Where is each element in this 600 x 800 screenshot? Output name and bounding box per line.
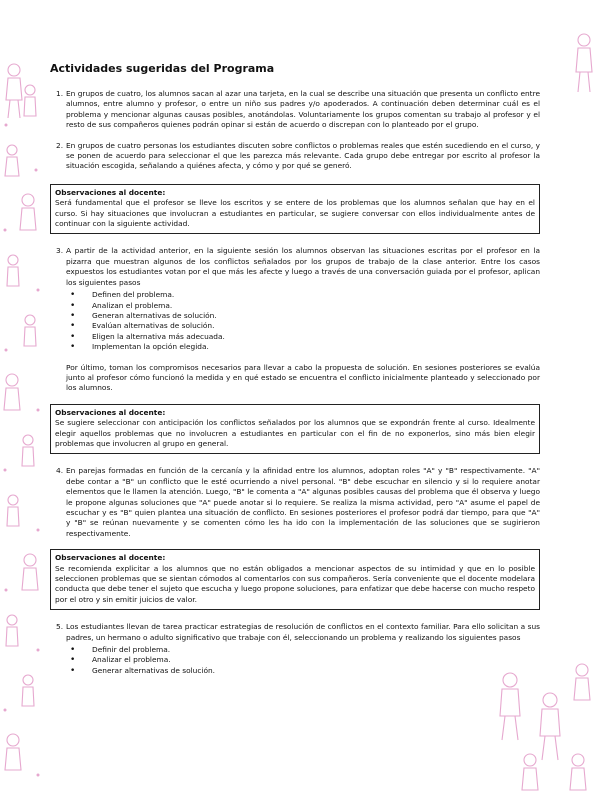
- observation-title: Observaciones al docente:: [55, 187, 166, 197]
- activity-number: 4.: [56, 466, 64, 476]
- activity-item-3: [50, 246, 540, 393]
- teacher-observation-box: [50, 404, 540, 455]
- teacher-observation-box: [50, 184, 540, 235]
- activity-item-1: [50, 89, 540, 131]
- activity-number: 5.: [56, 622, 64, 632]
- activity-followup-text: Por último, toman los compromisos necesarios para llevar a cabo la propuesta de solución. En sesiones posteriores se evalúa junto al profesor cómo funcionó la medida y en qué estado se encuentra el conflicto inicialmente planteado y seleccionado por los alumnos.: [66, 362, 540, 393]
- list-item: • Analizar el problema.: [66, 655, 540, 665]
- activity-number: 1.: [56, 89, 64, 98]
- steps-list: [66, 645, 540, 676]
- page-title: Actividades sugeridas del Programa: [50, 62, 275, 75]
- activity-item-2: [50, 141, 540, 172]
- steps-list: [66, 290, 540, 352]
- observation-title: Observaciones al docente:: [55, 407, 166, 417]
- list-item: • Definen del problema.: [66, 290, 540, 300]
- activity-text: A partir de la actividad anterior, en la siguiente sesión los alumnos observan las situaciones escritas por el profesor en la pizarra que muestran algunos de los conflictos señalados por los grupos de trabajo de la clase anterior. Entre los casos expuestos los estudiantes votan por el que más les afecte y luego a través de una conversación guiada por el profesor, aplican los siguientes pasos: [66, 246, 540, 287]
- activity-text: Los estudiantes llevan de tarea practicar estrategias de resolución de conflictos en el contexto familiar. Para ello solicitan a sus padres, un hermano o adulto significativo que trabaje con él, seleccionando un problema y realizando los siguientes pasos: [66, 622, 540, 642]
- list-item: • Implementan la opción elegida.: [66, 342, 540, 352]
- list-item: • Analizan el problema.: [66, 301, 540, 311]
- list-item: • Evalúan alternativas de solución.: [66, 321, 540, 331]
- decorative-children-border: [0, 0, 44, 800]
- activity-text: En grupos de cuatro personas los estudiantes discuten sobre conflictos o problemas reales que estén sucediendo en el curso, y se ponen de acuerdo para seleccionar el que les parezca más relevante. Cada grupo debe entregar por escrito al profesor la situación escogida, señalando a quiénes afecta, y cómo y por qué se generó.: [66, 140, 540, 171]
- activity-text: En grupos de cuatro, los alumnos sacan al azar una tarjeta, en la cual se describe una situación que presenta un conflicto entre alumnos, entre alumno y profesor, o entre un niño sus padres y/o apoderados. A continuación deben determinar cuál es el problema y mencionar algunas causas posibles, anotándolas. Voluntariamente los grupos comentan su trabajo al profesor y el resto de sus compañeros quienes podrán opinar si están de acuerdo o discrepan con lo planteado por el grupo.: [66, 89, 540, 130]
- page-content: [50, 62, 540, 686]
- observation-text: Se sugiere seleccionar con anticipación los conflictos señalados por los alumnos que se expondrán frente al curso. Idealmente elegir aquellos problemas que no involucren a estudiantes en particular con el fin de no exponerlos, sino más bien elegir problemas que involucren al grupo en general.: [55, 418, 535, 448]
- activity-item-5: [50, 622, 540, 676]
- observation-text: Se recomienda explicitar a los alumnos que no están obligados a mencionar aspectos de su intimidad y que en lo posible seleccionen problemas que se sientan cómodos al comentarlos con sus compañeros. Sería conveniente que el docente modelara conducta que debe tener el sujeto que escucha y luego propone soluciones, para enfatizar que debe hacerse con mucho respeto por el otro y sin emitir juicios de valor.: [55, 563, 535, 604]
- activity-text: En parejas formadas en función de la cercanía y la afinidad entre los alumnos, adoptan roles "A" y "B" respectivamente. "A" debe contar a "B" un conflicto que le esté ocurriendo a nivel personal. "B" debe escuchar en silencio y si lo requiere anotar elementos que le llamen la atención. Luego, "B" le comenta a "A" algunas posibles causas del problema que él observa y luego le propone algunas soluciones que "A" puede anotar si lo requiere. Se realiza la misma actividad, pero "A" asume el papel de escuchar y es "B" quien plantea una situación de conflicto. En sesiones posteriores el profesor podrá dar tiempo, para que "A" y "B" se reúnan nuevamente y se comenten cómo les ha ido con la implementación de las soluciones que se sugirieron respectivamente.: [66, 466, 540, 538]
- teacher-observation-box: [50, 549, 540, 610]
- list-item: • Definir del problema.: [66, 645, 540, 655]
- list-item: • Generar alternativas de solución.: [66, 666, 540, 676]
- observation-title: Observaciones al docente:: [55, 553, 166, 563]
- list-item: • Eligen la alternativa más adecuada.: [66, 332, 540, 342]
- activity-number: 2.: [56, 140, 64, 150]
- decorative-figure-top-right: [560, 0, 600, 110]
- activity-number: 3.: [56, 246, 64, 256]
- list-item: • Generan alternativas de solución.: [66, 311, 540, 321]
- observation-text: Será fundamental que el profesor se lleve los escritos y se entere de los problemas que los alumnos señalan que hay en el curso. Si hay situaciones que involucran a estudiantes en particular, se sugiere conversar con ellos individualmente antes de continuar con la siguiente actividad.: [55, 198, 535, 229]
- activity-item-4: [50, 466, 540, 539]
